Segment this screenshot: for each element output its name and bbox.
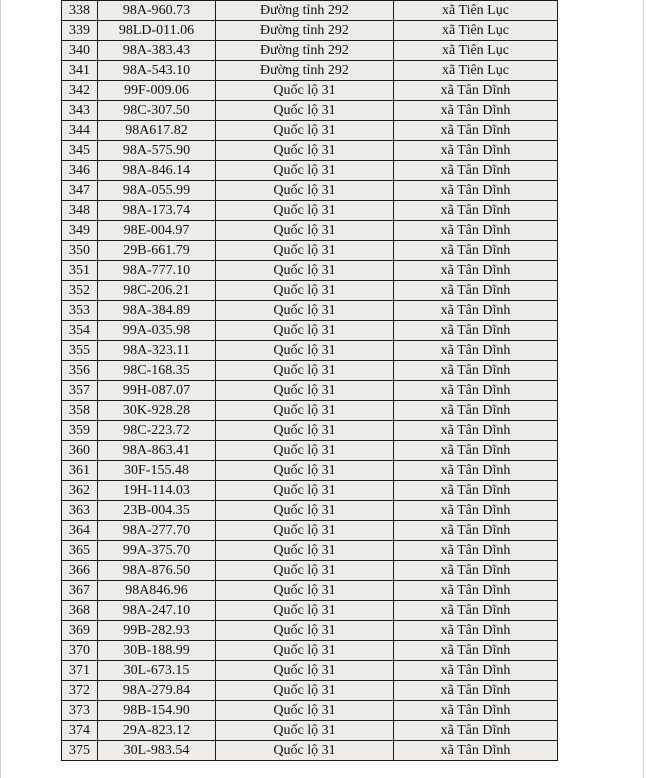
commune-cell: xã Tân Dĩnh	[394, 401, 558, 421]
table-row	[62, 221, 558, 241]
table-row	[62, 81, 558, 101]
license-plate-cell: 29A-823.12	[98, 721, 216, 741]
row-number-cell: 341	[62, 61, 98, 81]
license-plate-cell: 98A-279.84	[98, 681, 216, 701]
road-name-cell: Quốc lộ 31	[216, 641, 394, 661]
license-plate-cell: 98A-383.43	[98, 41, 216, 61]
license-plate-cell: 98A-247.10	[98, 601, 216, 621]
row-number-cell: 353	[62, 301, 98, 321]
table-row	[62, 361, 558, 381]
table-row	[62, 421, 558, 441]
commune-cell: xã Tân Dĩnh	[394, 121, 558, 141]
table-row	[62, 721, 558, 741]
violation-table-container	[61, 0, 557, 761]
table-row	[62, 321, 558, 341]
commune-cell: xã Tiên Lục	[394, 21, 558, 41]
row-number-cell: 339	[62, 21, 98, 41]
road-name-cell: Quốc lộ 31	[216, 581, 394, 601]
commune-cell: xã Tân Dĩnh	[394, 641, 558, 661]
violation-table	[61, 0, 558, 761]
table-row	[62, 381, 558, 401]
road-name-cell: Quốc lộ 31	[216, 461, 394, 481]
row-number-cell: 343	[62, 101, 98, 121]
road-name-cell: Quốc lộ 31	[216, 281, 394, 301]
row-number-cell: 355	[62, 341, 98, 361]
row-number-cell: 359	[62, 421, 98, 441]
road-name-cell: Đường tỉnh 292	[216, 61, 394, 81]
table-row	[62, 341, 558, 361]
road-name-cell: Quốc lộ 31	[216, 441, 394, 461]
license-plate-cell: 30K-928.28	[98, 401, 216, 421]
commune-cell: xã Tân Dĩnh	[394, 541, 558, 561]
row-number-cell: 346	[62, 161, 98, 181]
row-number-cell: 342	[62, 81, 98, 101]
commune-cell: xã Tân Dĩnh	[394, 741, 558, 761]
license-plate-cell: 98A-543.10	[98, 61, 216, 81]
table-row	[62, 201, 558, 221]
road-name-cell: Quốc lộ 31	[216, 601, 394, 621]
license-plate-cell: 98B-154.90	[98, 701, 216, 721]
road-name-cell: Quốc lộ 31	[216, 501, 394, 521]
road-name-cell: Quốc lộ 31	[216, 381, 394, 401]
road-name-cell: Quốc lộ 31	[216, 621, 394, 641]
road-name-cell: Quốc lộ 31	[216, 141, 394, 161]
commune-cell: xã Tân Dĩnh	[394, 461, 558, 481]
row-number-cell: 349	[62, 221, 98, 241]
table-row	[62, 681, 558, 701]
commune-cell: xã Tân Dĩnh	[394, 81, 558, 101]
row-number-cell: 368	[62, 601, 98, 621]
license-plate-cell: 98A-777.10	[98, 261, 216, 281]
table-row	[62, 501, 558, 521]
license-plate-cell: 98A-323.11	[98, 341, 216, 361]
license-plate-cell: 99B-282.93	[98, 621, 216, 641]
table-row	[62, 521, 558, 541]
license-plate-cell: 30F-155.48	[98, 461, 216, 481]
table-row	[62, 401, 558, 421]
commune-cell: xã Tân Dĩnh	[394, 241, 558, 261]
license-plate-cell: 30L-983.54	[98, 741, 216, 761]
road-name-cell: Đường tỉnh 292	[216, 41, 394, 61]
license-plate-cell: 23B-004.35	[98, 501, 216, 521]
row-number-cell: 352	[62, 281, 98, 301]
commune-cell: xã Tân Dĩnh	[394, 161, 558, 181]
license-plate-cell: 98LD-011.06	[98, 21, 216, 41]
table-row	[62, 61, 558, 81]
commune-cell: xã Tân Dĩnh	[394, 701, 558, 721]
row-number-cell: 362	[62, 481, 98, 501]
license-plate-cell: 98A617.82	[98, 121, 216, 141]
table-row	[62, 461, 558, 481]
license-plate-cell: 98A-277.70	[98, 521, 216, 541]
table-row	[62, 301, 558, 321]
commune-cell: xã Tân Dĩnh	[394, 261, 558, 281]
road-name-cell: Quốc lộ 31	[216, 341, 394, 361]
commune-cell: xã Tân Dĩnh	[394, 321, 558, 341]
license-plate-cell: 98A-846.14	[98, 161, 216, 181]
commune-cell: xã Tiên Lục	[394, 41, 558, 61]
road-name-cell: Quốc lộ 31	[216, 401, 394, 421]
row-number-cell: 350	[62, 241, 98, 261]
table-row	[62, 261, 558, 281]
commune-cell: xã Tân Dĩnh	[394, 421, 558, 441]
table-row	[62, 21, 558, 41]
row-number-cell: 373	[62, 701, 98, 721]
commune-cell: xã Tân Dĩnh	[394, 341, 558, 361]
road-name-cell: Quốc lộ 31	[216, 241, 394, 261]
license-plate-cell: 98A-960.73	[98, 1, 216, 21]
row-number-cell: 345	[62, 141, 98, 161]
row-number-cell: 360	[62, 441, 98, 461]
license-plate-cell: 98C-168.35	[98, 361, 216, 381]
table-row	[62, 281, 558, 301]
road-name-cell: Quốc lộ 31	[216, 701, 394, 721]
row-number-cell: 361	[62, 461, 98, 481]
license-plate-cell: 98A-575.90	[98, 141, 216, 161]
license-plate-cell: 98A-384.89	[98, 301, 216, 321]
license-plate-cell: 98A-876.50	[98, 561, 216, 581]
commune-cell: xã Tân Dĩnh	[394, 221, 558, 241]
license-plate-cell: 99A-375.70	[98, 541, 216, 561]
row-number-cell: 369	[62, 621, 98, 641]
table-row	[62, 541, 558, 561]
commune-cell: xã Tân Dĩnh	[394, 481, 558, 501]
road-name-cell: Quốc lộ 31	[216, 481, 394, 501]
commune-cell: xã Tân Dĩnh	[394, 561, 558, 581]
road-name-cell: Quốc lộ 31	[216, 301, 394, 321]
license-plate-cell: 99F-009.06	[98, 81, 216, 101]
commune-cell: xã Tân Dĩnh	[394, 381, 558, 401]
road-name-cell: Quốc lộ 31	[216, 661, 394, 681]
row-number-cell: 348	[62, 201, 98, 221]
license-plate-cell: 30B-188.99	[98, 641, 216, 661]
commune-cell: xã Tân Dĩnh	[394, 361, 558, 381]
commune-cell: xã Tân Dĩnh	[394, 721, 558, 741]
commune-cell: xã Tân Dĩnh	[394, 501, 558, 521]
road-name-cell: Quốc lộ 31	[216, 421, 394, 441]
table-row	[62, 641, 558, 661]
row-number-cell: 338	[62, 1, 98, 21]
road-name-cell: Quốc lộ 31	[216, 741, 394, 761]
commune-cell: xã Tân Dĩnh	[394, 661, 558, 681]
license-plate-cell: 98E-004.97	[98, 221, 216, 241]
license-plate-cell: 98A-055.99	[98, 181, 216, 201]
table-row	[62, 1, 558, 21]
row-number-cell: 366	[62, 561, 98, 581]
table-row	[62, 141, 558, 161]
road-name-cell: Quốc lộ 31	[216, 101, 394, 121]
row-number-cell: 357	[62, 381, 98, 401]
table-row	[62, 41, 558, 61]
road-name-cell: Quốc lộ 31	[216, 561, 394, 581]
road-name-cell: Quốc lộ 31	[216, 681, 394, 701]
road-name-cell: Quốc lộ 31	[216, 261, 394, 281]
row-number-cell: 340	[62, 41, 98, 61]
license-plate-cell: 98C-223.72	[98, 421, 216, 441]
commune-cell: xã Tân Dĩnh	[394, 441, 558, 461]
license-plate-cell: 98C-307.50	[98, 101, 216, 121]
row-number-cell: 372	[62, 681, 98, 701]
table-row	[62, 601, 558, 621]
table-row	[62, 701, 558, 721]
license-plate-cell: 29B-661.79	[98, 241, 216, 261]
table-row	[62, 101, 558, 121]
road-name-cell: Quốc lộ 31	[216, 181, 394, 201]
road-name-cell: Quốc lộ 31	[216, 541, 394, 561]
road-name-cell: Quốc lộ 31	[216, 81, 394, 101]
row-number-cell: 364	[62, 521, 98, 541]
license-plate-cell: 30L-673.15	[98, 661, 216, 681]
row-number-cell: 367	[62, 581, 98, 601]
commune-cell: xã Tân Dĩnh	[394, 181, 558, 201]
road-name-cell: Quốc lộ 31	[216, 201, 394, 221]
commune-cell: xã Tân Dĩnh	[394, 301, 558, 321]
license-plate-cell: 99H-087.07	[98, 381, 216, 401]
table-row	[62, 661, 558, 681]
license-plate-cell: 19H-114.03	[98, 481, 216, 501]
table-row	[62, 121, 558, 141]
row-number-cell: 374	[62, 721, 98, 741]
commune-cell: xã Tân Dĩnh	[394, 581, 558, 601]
row-number-cell: 370	[62, 641, 98, 661]
commune-cell: xã Tân Dĩnh	[394, 101, 558, 121]
table-body	[62, 1, 558, 761]
row-number-cell: 347	[62, 181, 98, 201]
license-plate-cell: 98A-863.41	[98, 441, 216, 461]
row-number-cell: 371	[62, 661, 98, 681]
road-name-cell: Quốc lộ 31	[216, 161, 394, 181]
license-plate-cell: 99A-035.98	[98, 321, 216, 341]
commune-cell: xã Tân Dĩnh	[394, 601, 558, 621]
commune-cell: xã Tân Dĩnh	[394, 681, 558, 701]
road-name-cell: Quốc lộ 31	[216, 521, 394, 541]
table-row	[62, 561, 558, 581]
road-name-cell: Quốc lộ 31	[216, 121, 394, 141]
table-row	[62, 181, 558, 201]
table-row	[62, 161, 558, 181]
license-plate-cell: 98A-173.74	[98, 201, 216, 221]
road-name-cell: Quốc lộ 31	[216, 221, 394, 241]
license-plate-cell: 98A846.96	[98, 581, 216, 601]
road-name-cell: Quốc lộ 31	[216, 321, 394, 341]
row-number-cell: 363	[62, 501, 98, 521]
row-number-cell: 354	[62, 321, 98, 341]
table-row	[62, 621, 558, 641]
commune-cell: xã Tân Dĩnh	[394, 281, 558, 301]
commune-cell: xã Tân Dĩnh	[394, 141, 558, 161]
row-number-cell: 344	[62, 121, 98, 141]
commune-cell: xã Tân Dĩnh	[394, 621, 558, 641]
row-number-cell: 358	[62, 401, 98, 421]
table-row	[62, 741, 558, 761]
table-row	[62, 581, 558, 601]
commune-cell: xã Tiên Lục	[394, 61, 558, 81]
commune-cell: xã Tân Dĩnh	[394, 521, 558, 541]
table-row	[62, 481, 558, 501]
row-number-cell: 356	[62, 361, 98, 381]
row-number-cell: 375	[62, 741, 98, 761]
road-name-cell: Quốc lộ 31	[216, 361, 394, 381]
row-number-cell: 351	[62, 261, 98, 281]
table-row	[62, 441, 558, 461]
road-name-cell: Đường tỉnh 292	[216, 21, 394, 41]
license-plate-cell: 98C-206.21	[98, 281, 216, 301]
table-row	[62, 241, 558, 261]
road-name-cell: Quốc lộ 31	[216, 721, 394, 741]
commune-cell: xã Tiên Lục	[394, 1, 558, 21]
commune-cell: xã Tân Dĩnh	[394, 201, 558, 221]
row-number-cell: 365	[62, 541, 98, 561]
road-name-cell: Đường tỉnh 292	[216, 1, 394, 21]
